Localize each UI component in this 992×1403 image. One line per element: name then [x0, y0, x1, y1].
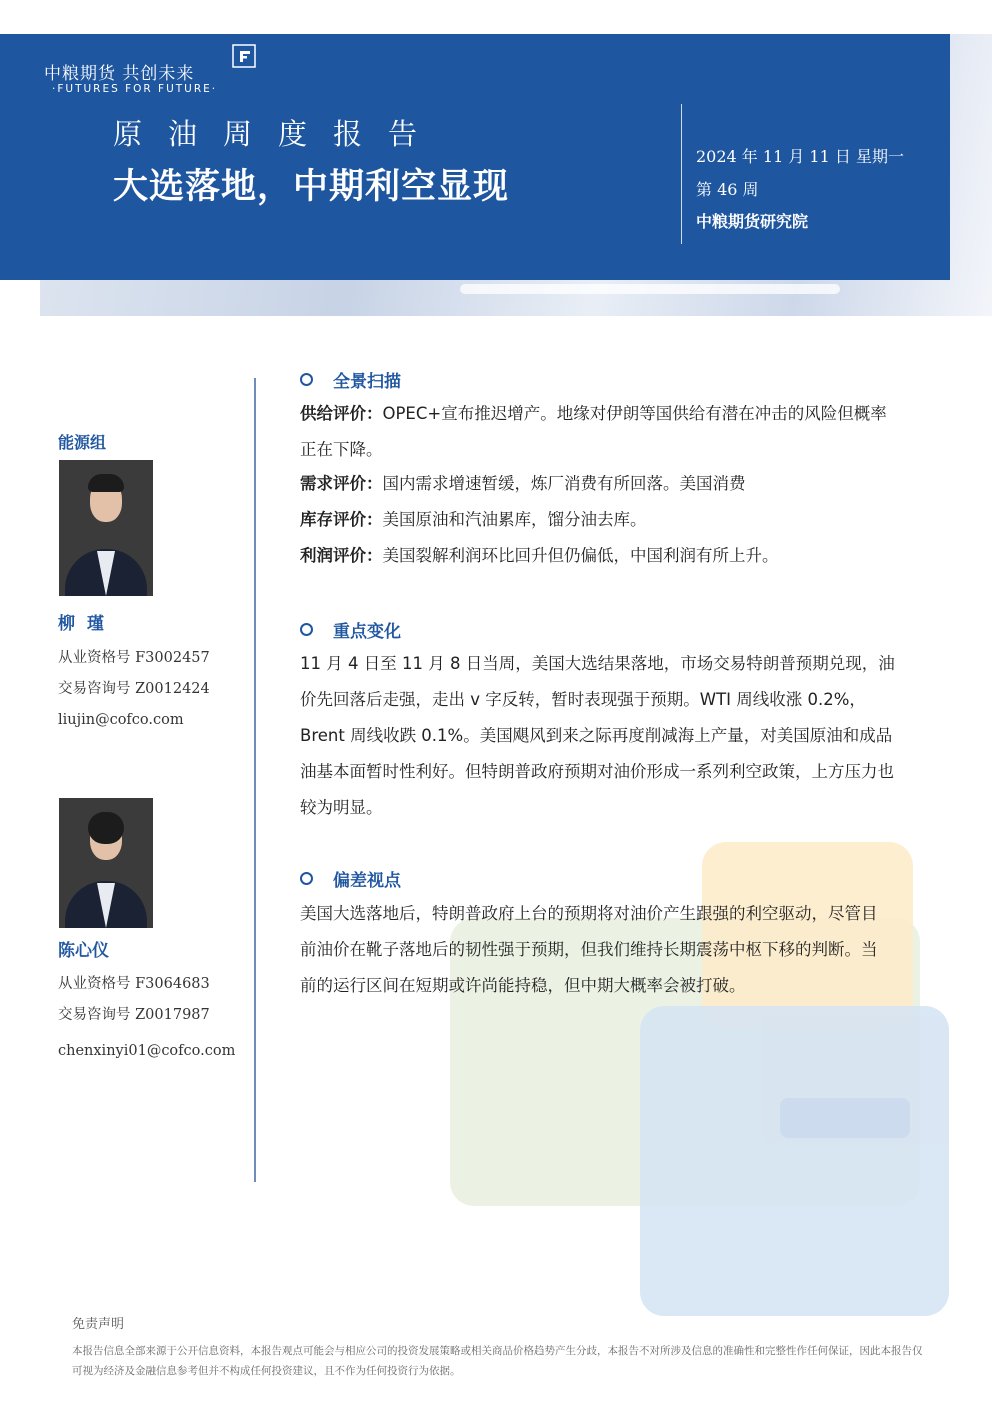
supply-assessment [300, 396, 900, 468]
bullet-circle-icon [300, 872, 313, 885]
analyst-photo [59, 460, 153, 596]
section-title: 重点变化 [333, 622, 401, 642]
report-title: 大选落地，中期利空显现 [113, 166, 510, 207]
analyst-photo [59, 798, 153, 928]
column-divider [254, 378, 256, 1182]
item-key: 需求评价： [300, 474, 383, 493]
item-key: 库存评价： [300, 510, 383, 529]
header-divider [681, 104, 682, 244]
report-date: 2024 年 11 月 11 日 星期一 [696, 147, 904, 166]
report-type: 原油周度报告 [113, 117, 444, 151]
analyst-license: 从业资格号 F3064683 [58, 976, 210, 992]
institute-name: 中粮期货研究院 [696, 212, 809, 231]
section-heading-key-changes [300, 617, 401, 642]
light-streak [460, 284, 840, 294]
analyst-name: 陈心仪 [58, 941, 109, 961]
logo-slogan: 中粮期货 共创未来 [44, 64, 195, 84]
inventory-assessment [300, 502, 900, 538]
item-text: 国内需求增速暂缓，炼厂消费有所回落。美国消费 [382, 474, 746, 493]
analyst-email: chenxinyi01@cofco.com [58, 1043, 236, 1059]
analyst-license: 从业资格号 F3002457 [58, 650, 210, 666]
item-key: 供给评价： [300, 404, 383, 423]
team-label: 能源组 [58, 433, 107, 452]
disclaimer-text: 本报告信息全部来源于公开信息资料，本报告观点可能会与相应公司的投资发展策略或相关商品价格趋势产生分歧，本报告不对所涉及信息的准确性和完整性作任何保证，因此本报告仅可视为经济及金融信息参考但并不构成任何投资建议，且不作为任何投资行为依据。 [72, 1345, 923, 1377]
report-week: 第 46 周 [696, 180, 759, 199]
disclaimer-title: 免责声明 [72, 1317, 125, 1332]
company-logo-icon [232, 44, 256, 68]
analyst-consult-number: 交易咨询号 Z0017987 [58, 1007, 210, 1023]
item-text: OPEC+宣布推迟增产。地缘对伊朗等国供给有潜在冲击的风险但概率正在下降。 [300, 404, 887, 459]
item-key: 利润评价： [300, 546, 383, 565]
logo-slogan-en: ·FUTURES FOR FUTURE· [52, 83, 218, 95]
analyst-name: 柳瑾 [58, 614, 116, 634]
view-text: 美国大选落地后，特朗普政府上台的预期将对油价产生跟强的利空驱动，尽管目前油价在靴子落地后的韧性强于预期，但我们维持长期震荡中枢下移的判断。当前的运行区间在短期或许尚能持稳，但中期大概率会被打破。 [300, 904, 878, 995]
section-heading-view [300, 866, 401, 891]
item-text: 美国原油和汽油累库，馏分油去库。 [382, 510, 647, 529]
key-changes-text: 11 月 4 日至 11 月 8 日当周，美国大选结果落地，市场交易特朗普预期兑现，油价先回落后走强，走出 v 字反转，暂时表现强于预期。WTI 周线收涨 0.2%，Brent 周线收跌 0.1%。美国飓风到来之际再度削减海上产量，对美国原油和成品油基本面暂时性利好。但特朗普政府预期对油价形成一系列利空政策，上方压力也较为明显。 [300, 654, 895, 817]
profit-assessment [300, 538, 900, 574]
section-title: 偏差视点 [333, 871, 401, 891]
analyst-email: liujin@cofco.com [58, 712, 184, 728]
decorative-block [640, 1006, 949, 1316]
bullet-circle-icon [300, 373, 313, 386]
demand-assessment [300, 466, 900, 502]
bullet-circle-icon [300, 623, 313, 636]
item-text: 美国裂解利润环比回升但仍偏低，中国利润有所上升。 [382, 546, 779, 565]
analyst-consult-number: 交易咨询号 Z0012424 [58, 681, 210, 697]
section-title: 全景扫描 [333, 372, 401, 392]
section-heading-overview [300, 367, 401, 392]
